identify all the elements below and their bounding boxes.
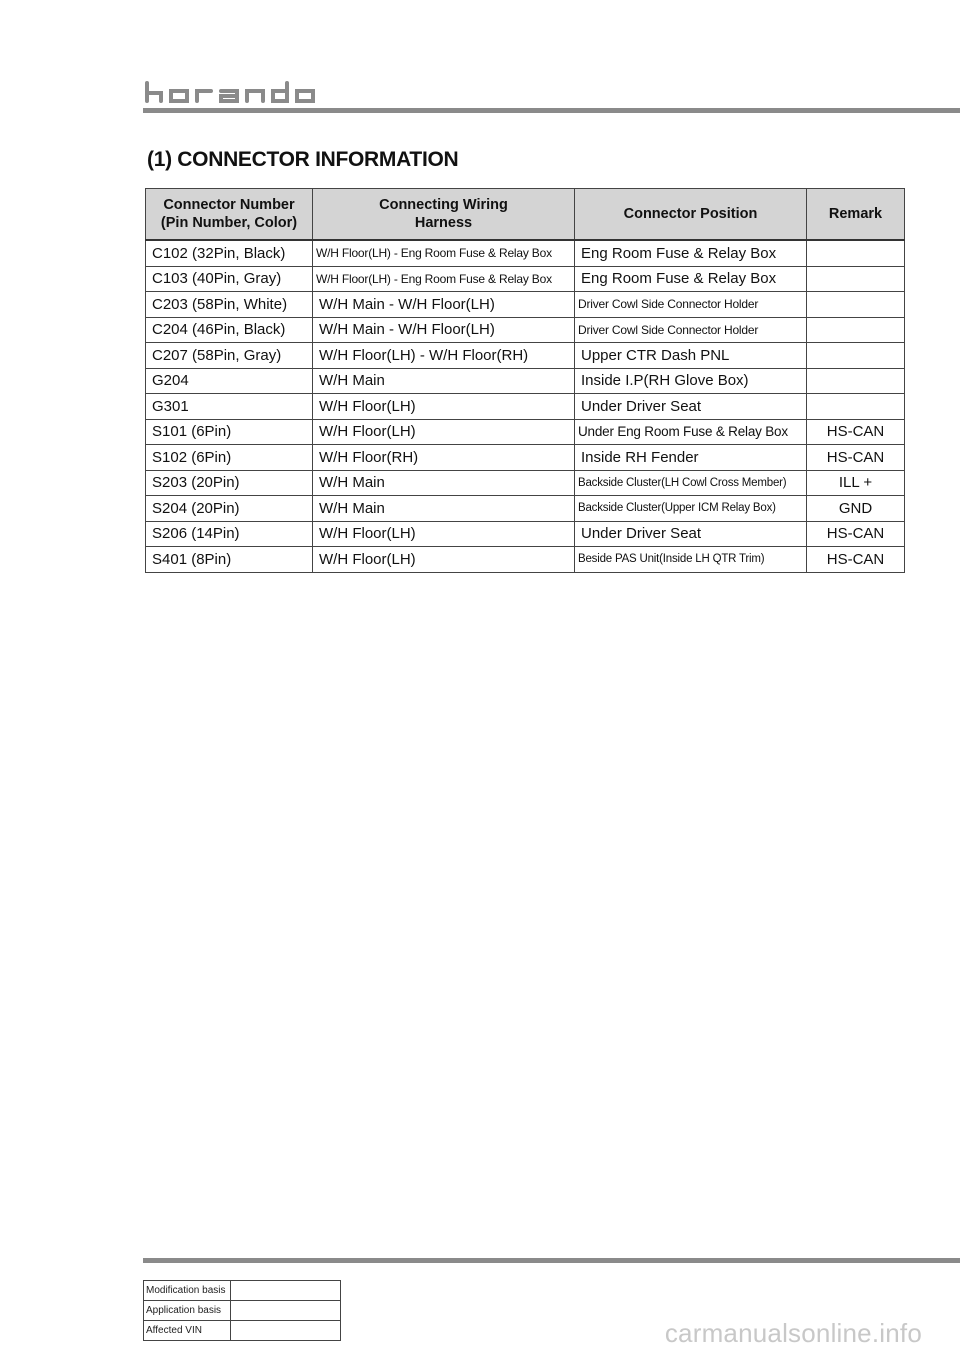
header-remark xyxy=(807,189,905,241)
table-row xyxy=(146,496,905,522)
cell-position: Inside I.P(RH Glove Box) xyxy=(575,368,807,394)
cell-connector: C203 (58Pin, White) xyxy=(146,292,313,318)
revision-label: Application basis xyxy=(144,1301,231,1321)
cell-position: Eng Room Fuse & Relay Box xyxy=(575,266,807,292)
cell-remark xyxy=(807,343,905,369)
korando-logo xyxy=(143,80,323,104)
header-label: Connector Number (Pin Number, Color) xyxy=(160,197,298,231)
cell-remark: ILL + xyxy=(807,470,905,496)
revision-row xyxy=(144,1321,341,1341)
cell-harness: W/H Floor(LH) - W/H Floor(RH) xyxy=(313,343,575,369)
table-header-row xyxy=(146,189,905,241)
header-wiring-harness xyxy=(313,189,575,241)
revision-label: Modification basis xyxy=(144,1281,231,1301)
cell-remark: HS-CAN xyxy=(807,445,905,471)
connector-table xyxy=(145,188,905,573)
header-label: Remark xyxy=(828,206,883,222)
cell-remark: HS-CAN xyxy=(807,521,905,547)
cell-remark: HS-CAN xyxy=(807,547,905,573)
cell-connector: C204 (46Pin, Black) xyxy=(146,317,313,343)
cell-remark: GND xyxy=(807,496,905,522)
revision-row xyxy=(144,1281,341,1301)
cell-connector: G204 xyxy=(146,368,313,394)
table-row xyxy=(146,419,905,445)
cell-connector: S102 (6Pin) xyxy=(146,445,313,471)
table-row xyxy=(146,266,905,292)
cell-harness: W/H Main - W/H Floor(LH) xyxy=(313,292,575,318)
header-connector-position xyxy=(575,189,807,241)
watermark: carmanualsonline.info xyxy=(664,1318,922,1348)
cell-remark xyxy=(807,240,905,266)
cell-connector: S101 (6Pin) xyxy=(146,419,313,445)
header-label: Connector Position xyxy=(623,206,758,222)
revision-row xyxy=(144,1301,341,1321)
table-row xyxy=(146,547,905,573)
revision-box xyxy=(143,1280,341,1341)
cell-position: Under Driver Seat xyxy=(575,521,807,547)
cell-remark: HS-CAN xyxy=(807,419,905,445)
cell-connector: S401 (8Pin) xyxy=(146,547,313,573)
table-row xyxy=(146,292,905,318)
cell-position: Backside Cluster(LH Cowl Cross Member) xyxy=(575,470,807,496)
cell-position: Inside RH Fender xyxy=(575,445,807,471)
table-row xyxy=(146,368,905,394)
revision-value xyxy=(231,1281,341,1301)
cell-connector: S203 (20Pin) xyxy=(146,470,313,496)
table-row xyxy=(146,317,905,343)
revision-value xyxy=(231,1321,341,1341)
cell-remark xyxy=(807,368,905,394)
revision-value xyxy=(231,1301,341,1321)
cell-connector: S204 (20Pin) xyxy=(146,496,313,522)
cell-harness: W/H Floor(RH) xyxy=(313,445,575,471)
header-connector-number xyxy=(146,189,313,241)
cell-harness: W/H Floor(LH) xyxy=(313,419,575,445)
cell-harness: W/H Floor(LH) xyxy=(313,547,575,573)
cell-connector: S206 (14Pin) xyxy=(146,521,313,547)
cell-harness: W/H Floor(LH) xyxy=(313,394,575,420)
cell-harness: W/H Main xyxy=(313,470,575,496)
cell-harness: W/H Floor(LH) xyxy=(313,521,575,547)
cell-connector: C102 (32Pin, Black) xyxy=(146,240,313,266)
table-row xyxy=(146,394,905,420)
cell-harness: W/H Main - W/H Floor(LH) xyxy=(313,317,575,343)
cell-position: Under Eng Room Fuse & Relay Box xyxy=(575,419,807,445)
cell-position: Eng Room Fuse & Relay Box xyxy=(575,240,807,266)
cell-harness: W/H Floor(LH) - Eng Room Fuse & Relay Box xyxy=(313,240,575,266)
cell-harness: W/H Floor(LH) - Eng Room Fuse & Relay Box xyxy=(313,266,575,292)
cell-connector: G301 xyxy=(146,394,313,420)
cell-remark xyxy=(807,317,905,343)
footer-rule xyxy=(143,1258,960,1263)
header-rule xyxy=(143,108,960,113)
cell-connector: C103 (40Pin, Gray) xyxy=(146,266,313,292)
cell-remark xyxy=(807,394,905,420)
section-title: (1) CONNECTOR INFORMATION xyxy=(147,148,459,171)
cell-position: Backside Cluster(Upper ICM Relay Box) xyxy=(575,496,807,522)
table-row xyxy=(146,445,905,471)
table-row xyxy=(146,521,905,547)
cell-position: Under Driver Seat xyxy=(575,394,807,420)
cell-harness: W/H Main xyxy=(313,368,575,394)
table-row xyxy=(146,343,905,369)
cell-harness: W/H Main xyxy=(313,496,575,522)
cell-position: Driver Cowl Side Connector Holder xyxy=(575,317,807,343)
cell-connector: C207 (58Pin, Gray) xyxy=(146,343,313,369)
revision-label: Affected VIN xyxy=(144,1321,231,1341)
cell-remark xyxy=(807,292,905,318)
cell-position: Beside PAS Unit(Inside LH QTR Trim) xyxy=(575,547,807,573)
cell-position: Driver Cowl Side Connector Holder xyxy=(575,292,807,318)
cell-remark xyxy=(807,266,905,292)
header-label: Connecting Wiring Harness xyxy=(379,197,508,231)
table-row xyxy=(146,240,905,266)
cell-position: Upper CTR Dash PNL xyxy=(575,343,807,369)
table-row xyxy=(146,470,905,496)
